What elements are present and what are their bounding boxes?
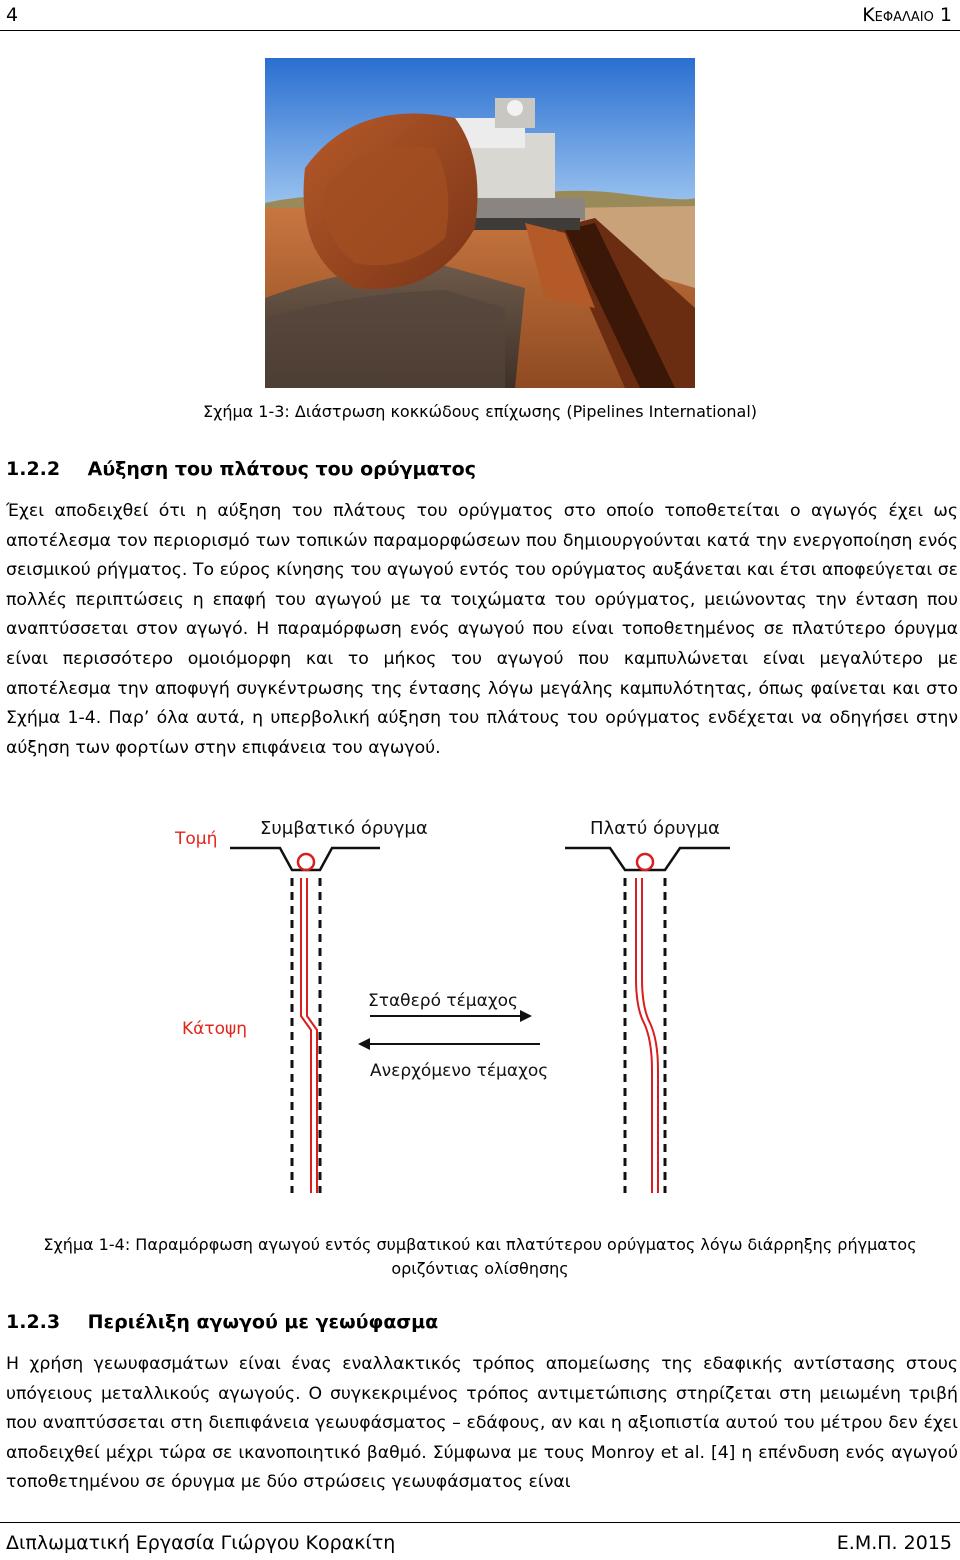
title-conventional-trench: Συμβατικό όρυγμα [260,818,428,839]
page-footer [0,1522,960,1560]
footer-institution: Ε.Μ.Π. 2015 [836,1532,952,1554]
label-fixed-block: Σταθερό τέμαχος [368,991,519,1011]
trench-machine-photo [265,58,695,388]
page-header [0,0,960,31]
footer-author: Διπλωματική Εργασία Γιώργου Κορακίτη [6,1532,396,1554]
figure-1-3-caption: Σχήμα 1-3: Διάστρωση κοκκώδους επίχωσης (Pipelines International) [202,402,758,421]
wide-pipe-right [642,878,658,1193]
label-plan: Κάτοψη [182,1019,247,1039]
section-title: Περιέλιξη αγωγού με γεωύφασμα [87,1311,439,1333]
section-number: 1.2.3 [6,1311,61,1333]
section-1-2-3-paragraph: Η χρήση γεωυφασμάτων είναι ένας εναλλακτικός τρόπος απομείωσης της εδαφικής αντίστασης στους υπόγειους μεταλλικούς αγωγούς. Ο συγκεκριμένος τρόπος αντιμετώπισης στηρίζεται στη μειωμένη τριβή που αναπτύσσεται στη διεπιφάνεια γεωυφάσματος – εδάφους, αν και η αξιοπιστία αυτού του μέτρου δεν έχει αποδειχθεί μέχρι τώρα σε ικανοποιητικό βαθμό. Σύμφωνα με τους Monroy et al. [4] η επένδυση ενός αγωγού τοποθετημένου σε όρυγμα με δύο στρώσεις γεωυφάσματος είναι [6,1354,958,1493]
section-heading-1-2-2 [6,458,476,480]
wide-pipe-left [636,878,652,1193]
figure-1-4-caption-line-1: Σχήμα 1-4: Παραμόρφωση αγωγού εντός συμβατικού και πλατύτερου ορύγματος λόγω διάρρηξης ρήγματος [43,1235,917,1254]
figure-1-4-diagram [170,808,790,1198]
arrow-left-icon [358,1038,370,1050]
wide-trench-section [565,848,730,870]
title-wide-trench: Πλατύ όρυγμα [590,818,720,839]
label-section: Τομή [175,829,218,849]
conventional-trench-section [230,848,380,870]
arrow-right-icon [520,1010,532,1022]
section-number: 1.2.2 [6,458,61,480]
figure-1-4-caption-line-2: οριζόντιας ολίσθησης [391,1259,569,1278]
label-uplifted-block: Ανερχόμενο τέμαχος [370,1061,549,1081]
section-heading-1-2-3 [6,1311,438,1333]
page-number: 4 [6,4,19,26]
chapter-label: Κεφαλαιο 1 [862,4,952,26]
section-title: Αύξηση του πλάτους του ορύγματος [87,458,476,480]
section-1-2-2-paragraph: Έχει αποδειχθεί ότι η αύξηση του πλάτους του ορύγματος στο οποίο τοποθετείται ο αγωγός έχει ως αποτέλεσμα τον περιορισμό των τοπικών παραμορφώσεων που δημιουργούνται κατά την ενεργοποίηση ενός σεισμικού ρήγματος. Το εύρος κίνησης του αγωγού εντός του ορύγματος αυξάνεται και έτσι αποφεύγεται σε πολλές περιπτώσεις η επαφή του αγωγού με τα τοιχώματα του ορύγματος, μειώνοντας την ένταση που αναπτύσσεται στον αγωγό. Η παραμόρφωση ενός αγωγού που είναι τοποθετημένος σε πλατύτερο όρυγμα είναι περισσότερο ομοιόμορφη και το μήκος του αγωγού που καμπυλώνεται είναι μεγαλύτερο με αποτέλεσμα την αποφυγή συγκέντρωσης της έντασης λόγω μεγάλης καμπυλότητας, όπως φαίνεται και στο Σχήμα 1-4. Παρ’ όλα αυτά, η υπερβολική αύξηση του πλάτους του ορύγματος ενδέχεται να οδηγήσει στην αύξηση των φορτίων στην επιφάνεια του αγωγού. [6,501,958,758]
